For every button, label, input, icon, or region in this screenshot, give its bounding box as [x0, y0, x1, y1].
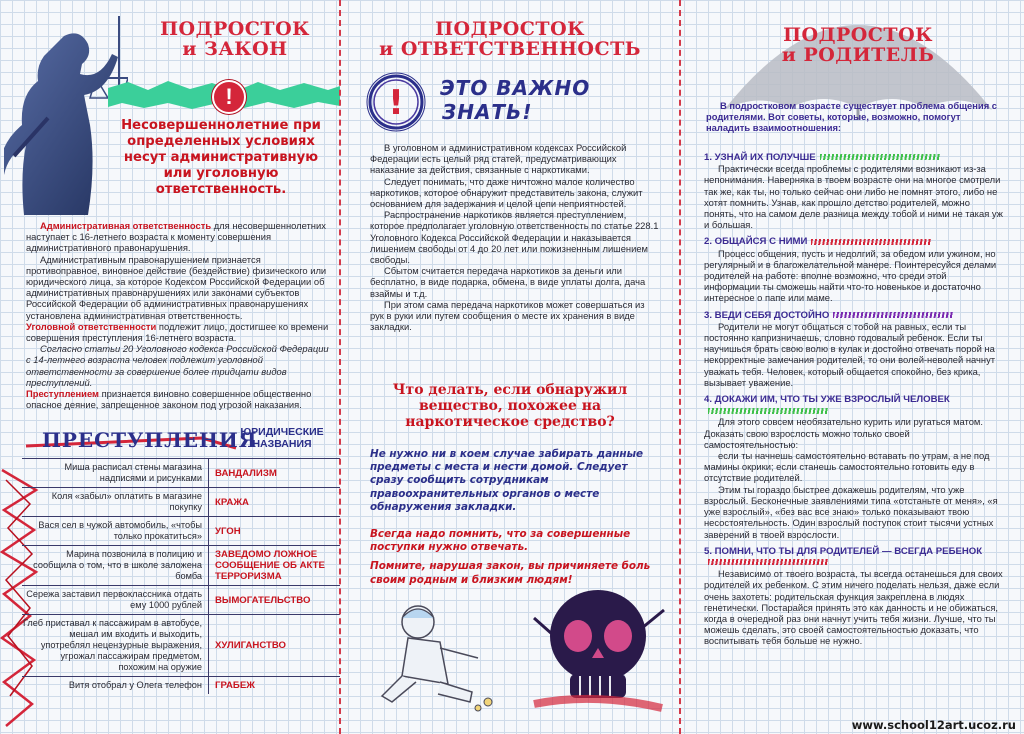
- tip-heading-text: 1. УЗНАЙ ИХ ПОЛУЧШЕ: [704, 152, 816, 163]
- exclamation-bubble-icon: [364, 70, 428, 134]
- parent-intro: В подростковом возрасте существует проблема общения с родителями. Вот советы, которые, возможно, помогут наладить взаимоотношения:: [706, 100, 997, 134]
- themis-statue-icon: [4, 6, 128, 226]
- tip-heading-text: 2. ОБЩАЙСЯ С НИМИ: [704, 236, 808, 248]
- crime-legal-name: ВЫМОГАТЕЛЬСТВО: [208, 586, 340, 614]
- important-label: ЭТО ВАЖНО ЗНАТЬ!: [440, 76, 591, 124]
- site-url[interactable]: www.school12art.ucoz.ru: [851, 718, 1016, 732]
- alert-circle-icon: !: [212, 80, 246, 114]
- crime-description: Коля «забыл» оплатить в магазине покупку: [51, 491, 202, 512]
- tip-item: [704, 236, 1004, 303]
- tip-heading: [704, 152, 1004, 163]
- tip-heading: [704, 394, 1004, 416]
- tip-paragraph: Для этого совсем необязательно курить или ругаться матом. Доказать свою взрослость можно только своей самостоятельностью:: [704, 416, 983, 450]
- tip-item: [704, 394, 1004, 540]
- tip-item: [704, 310, 1004, 388]
- crime-description: Вася сел в чужой автомобиль, «чтобы только прокатиться»: [38, 520, 202, 541]
- scribble-underline: [833, 312, 953, 318]
- table-row: [22, 585, 340, 614]
- responsibility-paragraph: В уголовном и административном кодексах Российской Федерации есть целый ряд статей, предусматривающих наказание за действия, связанные с наркотиками.: [370, 142, 627, 176]
- tip-paragraph: Этим ты гораздо быстрее докажешь родителям, что уже взрослый. Бесконечные заявлениями типа «отстаньте от меня», «я уже взрослый», «без вас все знаю» только показывают твою несостоятельность. Один взрослый поступок стоит тысячи устных заверений в твоей взрослости.: [704, 483, 998, 540]
- legal-names-heading: ЮРИДИЧЕСКИЕ НАЗВАНИЯ: [240, 426, 324, 450]
- table-row: [22, 516, 340, 545]
- crime-description: Миша расписал стены магазина надписями и рисунками: [64, 462, 202, 483]
- table-row: [22, 545, 340, 585]
- responsibility-paragraph: Распространение наркотиков является преступлением, которое предполагает уголовную ответственность по статье 228.1 Уголовного Кодекса Российской Федерации и наказывается лишением свободы от 4 до 20 лет или пожизненным лишением свободы.: [370, 209, 659, 266]
- crime-description: Сережа заставил первоклассника отдать ему 1000 рублей: [26, 589, 202, 610]
- crime-legal-name: ЗАВЕДОМО ЛОЖНОЕ СООБЩЕНИЕ ОБ АКТЕ ТЕРРОРИЗМА: [208, 546, 340, 585]
- crime-legal-name: УГОН: [208, 517, 340, 545]
- page-title-law: ПОДРОСТОК и ЗАКОН: [160, 18, 310, 60]
- law-callout: Несовершеннолетние при определенных условиях несут административную или уголовную ответственность.: [121, 118, 321, 197]
- table-row: [22, 676, 340, 694]
- tip-heading: [704, 310, 1004, 321]
- table-row: [22, 458, 340, 487]
- answer-text: Не нужно ни в коем случае забирать данные предметы с места и нести домой. Следует сразу сообщить сотрудникам правоохранительных органов о месте обнаружения закладки.: [370, 448, 644, 513]
- term-administrative: Административная ответственность: [40, 220, 212, 231]
- term-crime: Преступлением: [26, 388, 99, 400]
- question-heading: Что делать, если обнаружил вещество, похожее на наркотическое средство?: [392, 382, 628, 430]
- responsibility-text: [370, 142, 660, 332]
- tip-paragraph: Независимо от твоего возраста, ты всегда останешься для своих родителей их ребенком. С этим ничего поделать нельзя, даже если очень захотеть: родительская функция закреплена в людях генетически. Постарайся принять это как данность и не обижаться, когда в очередной раз они начнут учить тебя жизни. Лучше, что ты можешь сделать, это своей самостоятельностью доказать, что воспитывать тебя больше не нужно.: [704, 568, 1003, 647]
- scribble-underline: [708, 559, 828, 565]
- tip-heading: [704, 236, 1004, 247]
- skull-drawing-icon: [528, 578, 668, 724]
- responsibility-paragraph: При этом сама передача наркотиков может совершаться из рук в руки или путем сообщения о месте их хранения в виде закладки.: [370, 298, 645, 333]
- warning-text: Всегда надо помнить, что за совершенные поступки нужно отвечать. Помните, нарушая закон, вы причиняете боль своим родным и близким людям!: [370, 528, 651, 586]
- crime-legal-name: ВАНДАЛИЗМ: [208, 459, 340, 487]
- law-text-block: Административная ответственность для несовершеннолетних наступает с 16-летнего возраста к моменту совершения административного правонарушения. Административным правонарушением признается противоправное, виновное действие (бездействие) физического или юридического лица, за которое Кодексом Российской Федерации об административных правонарушениях или законами субъектов Российской Федерации об административных правонарушениях установлена административная ответственность. Уголовной ответственности подлежит лицо, достигшее ко времени совершения преступления 16-летнего возраста. Согласно статьи 20 Уголовного кодекса Российской Федерации с 14-летнего возраста человек подлежит уголовной ответственности за совершение более тридцати видов преступлений. Преступлением признается виновно совершенное общественно опасное деяние, запрещенное законом под угрозой наказания.: [26, 220, 332, 410]
- law-paragraph-italic: Согласно статьи 20 Уголовного кодекса Российской Федерации с 14-летнего возраста человек подлежит уголовной ответственности за совершение более тридцати видов преступлений.: [26, 343, 329, 388]
- parent-tips: [704, 152, 1004, 653]
- tip-paragraph: Процесс общения, пусть и недолгий, за обедом или ужином, но регулярный и в благожелательной манере. Поинтересуйся делами родителей на работе: вполне возможно, что среди этой информации ты сможешь найти что-то новенькое и достаточно интересное о папе или маме.: [704, 247, 997, 304]
- page-title-responsibility: ПОДРОСТОК и ОТВЕТСТВЕННОСТЬ: [379, 18, 641, 60]
- crime-legal-name: ХУЛИГАНСТВО: [208, 615, 340, 676]
- tip-heading-text: 4. ДОКАЖИ ИМ, ЧТО ТЫ УЖЕ ВЗРОСЛЫЙ ЧЕЛОВЕК: [704, 394, 950, 406]
- crimes-table-body: [22, 458, 340, 694]
- crime-description: Витя отобрал у Олега телефон: [68, 680, 202, 690]
- scribble-underline: [811, 239, 931, 245]
- scribble-underline: [708, 408, 828, 414]
- tip-item: [704, 546, 1004, 647]
- tip-heading-text: 3. ВЕДИ СЕБЯ ДОСТОЙНО: [704, 309, 830, 321]
- crimes-table-header: [22, 426, 340, 458]
- term-criminal: Уголовной ответственности: [26, 320, 157, 332]
- crime-description: Глеб приставал к пассажирам в автобусе, мешал им входить и выходить, употреблял нецензурные выражения, угрожал пассажирам предметом, похожим на оружие: [22, 618, 202, 672]
- svg-text:!: !: [388, 83, 404, 123]
- crime-legal-name: КРАЖА: [208, 488, 340, 516]
- tip-paragraph: Практически всегда проблемы с родителями возникают из-за непонимания. Наверняка в твоем возрасте они на многое смотрели так же, как ты, но только сейчас они либо не помнят этого, либо не хотят помнить. Узнав, как прошло детство родителей, можно понять, что на самом деле разница между тобой и ними не такая уж и большая.: [704, 163, 1003, 231]
- responsibility-paragraph: Сбытом считается передача наркотиков за деньги или бесплатно, в виде подарка, обмена, в виде уплаты долга, дача взаймы и т.д.: [370, 265, 646, 299]
- page-title-parent: ПОДРОСТОК и РОДИТЕЛЬ: [781, 24, 935, 66]
- tip-heading-text: 5. ПОМНИ, ЧТО ТЫ ДЛЯ РОДИТЕЛЕЙ — ВСЕГДА РЕБЕНОК: [704, 545, 983, 557]
- scribble-underline: [820, 154, 940, 160]
- crime-description: Марина позвонила в полицию и сообщила о том, что в школе заложена бомба: [33, 549, 202, 581]
- tip-heading: [704, 546, 1004, 568]
- tip-item: [704, 152, 1004, 230]
- column-teen-and-law: [0, 0, 340, 734]
- table-row: [22, 614, 340, 676]
- crimes-table: [22, 426, 340, 694]
- law-paragraph: Административным правонарушением признается противоправное, виновное действие (бездействие) физического или юридического лица, за которое Кодексом Российской Федерации об административных правонарушениях или законами субъектов Российской Федерации об административных правонарушениях установлена административная ответственность.: [26, 253, 327, 321]
- tip-paragraph: если ты начнешь самостоятельно вставать по утрам, а не под мамины окрики; если станешь самостоятельно готовить еду в отсутствие родителей.: [704, 450, 990, 484]
- responsibility-paragraph: Следует понимать, что даже ничтожно малое количество наркотиков, которое обнаружит представитель закона, служит основанием для задержания и целой цепи неприятностей.: [370, 175, 643, 210]
- sitting-boy-drawing-icon: [368, 598, 508, 714]
- table-row: [22, 487, 340, 516]
- crimes-heading: ПРЕСТУПЛЕНИЯ: [42, 428, 258, 452]
- tip-paragraph: Родители не могут общаться с тобой на равных, если ты постоянно капризничаешь, словно годовалый ребенок. Если ты научишься брать свою волю в кулак и достойно отвечать порой на некорректные замечания родителей, то они волей-неволей начнут уважать тебя. Человек, который общается спокойно, без крика, вызывает уважение.: [704, 320, 996, 388]
- crime-legal-name: ГРАБЕЖ: [208, 677, 340, 694]
- column-teen-and-parent: [680, 0, 1024, 734]
- column-teen-and-responsibility: [340, 0, 680, 734]
